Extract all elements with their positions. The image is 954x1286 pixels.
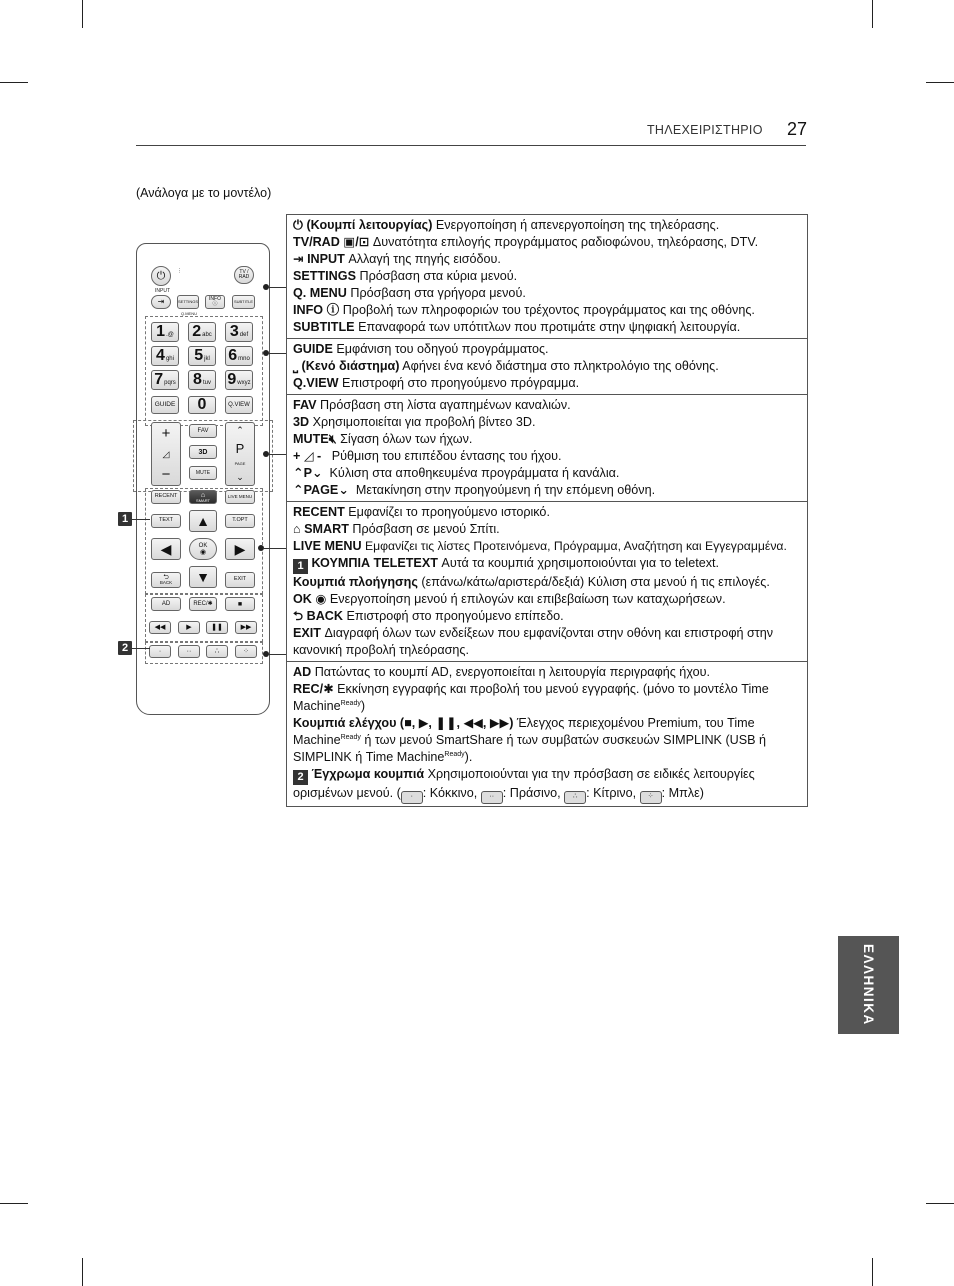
section-guide	[287, 339, 807, 395]
ad-button: AD	[151, 597, 181, 611]
teletext-row: 1 ΚΟΥΜΠΙΑ TELETEXT Αυτά τα κουμπιά χρησιμοποιούνται για το teletext.	[293, 555, 802, 574]
smart-button	[189, 490, 217, 504]
ok-caption: OK	[198, 542, 208, 549]
back-caption: BACK	[159, 580, 173, 586]
home-icon: ⌂	[293, 522, 305, 536]
input-caption: INPUT	[155, 288, 170, 294]
key-4: 4 ghi	[151, 346, 179, 366]
crop-mark	[872, 1258, 873, 1286]
stop-button: ■	[225, 597, 255, 611]
remote-illustration	[136, 243, 270, 715]
chevron-up-icon: ⌃	[236, 425, 244, 435]
info-icon: ⓘ	[323, 303, 343, 317]
smart-row: ⌂ SMART Πρόσβαση σε μενού Σπίτι.	[293, 522, 500, 536]
crop-mark	[872, 0, 873, 28]
rec-row: REC/✱ Εκκίνηση εγγραφής και προβολή του μενού εγγραφής. (μόνο το μοντέλο Time Machine$^{Ready}$)	[293, 682, 769, 713]
callout-line	[268, 353, 286, 354]
volume-row: + ◿ - Ρύθμιση του επιπέδου έντασης του ήχου.	[293, 449, 562, 463]
chevron-up-icon: ⌃	[293, 483, 304, 497]
volume-icon: ◿	[162, 448, 170, 459]
key-8: 8 tuv	[188, 370, 216, 390]
chevron-down-icon: ⌄	[236, 472, 244, 482]
smart-caption: SMART	[196, 497, 210, 503]
ok-button	[189, 538, 217, 560]
qmenu-row: Q. MENU Πρόσβαση στα γρήγορα μενού.	[293, 286, 526, 300]
marker-2-line	[132, 648, 150, 649]
mute-row: MUTE🔇︎ Σίγαση όλων των ήχων.	[293, 432, 473, 446]
recent-button: RECENT	[151, 490, 181, 504]
key-6: 6 mno	[225, 346, 253, 366]
back-row: ⮌ BACK Επιστροφή στο προηγούμενο επίπεδο.	[293, 609, 564, 623]
nav-up-button: ▲	[189, 510, 217, 532]
qmenu-caption: Q.MENU	[181, 311, 197, 316]
info-button: INFO ⓘ	[205, 295, 225, 309]
pause-button: ❚❚	[206, 621, 228, 634]
threed-button: 3D	[189, 445, 217, 459]
recent-row: RECENT Εμφανίζει το προηγούμενο ιστορικό.	[293, 505, 550, 519]
key-7: 7 pqrs	[151, 370, 179, 390]
fav-row: FAV Πρόσβαση στη λίστα αγαπημένων καναλιών.	[293, 398, 571, 412]
nav-row: Κουμπιά πλοήγησης (επάνω/κάτω/αριστερά/δεξιά) Κύλιση στα μενού ή τις επιλογές.	[293, 575, 770, 589]
key-9: 9 wxyz	[225, 370, 253, 390]
volume-rocker	[151, 422, 181, 486]
red-button: ·	[149, 645, 171, 658]
ad-row: AD Πατώντας το κουμπί AD, ενεργοποιείται η λειτουργία περιγραφής ήχου.	[293, 665, 710, 679]
green-button: ··	[178, 645, 200, 658]
back-button	[151, 572, 181, 588]
callout-line	[268, 654, 286, 655]
power-row: ⏻ (Κουμπί λειτουργίας) Ενεργοποίηση ή απενεργοποίηση της τηλεόρασης.	[293, 218, 720, 232]
page-number: 27	[787, 119, 808, 139]
crop-mark	[926, 82, 954, 83]
input-icon: ⇥	[293, 252, 308, 266]
threed-icon: 3D	[293, 415, 310, 429]
red-button-icon: ·	[401, 791, 423, 804]
button-description-table	[286, 214, 808, 807]
mute-icon: 🔇︎	[328, 432, 337, 446]
teletext-number-badge: 1	[293, 559, 308, 574]
channel-rocker	[225, 422, 255, 486]
section-volume-channel	[287, 395, 807, 502]
callout-line	[263, 548, 286, 549]
exit-button: EXIT	[225, 572, 255, 588]
section-playback	[287, 662, 807, 806]
section-power-settings	[287, 215, 807, 339]
program-row: ⌃P⌄ Κύλιση στα αποθηκευμένα προγράμματα ή κανάλια.	[293, 466, 620, 480]
model-note: (Ανάλογα με το μοντέλο)	[136, 186, 272, 200]
exit-row: EXIT Διαγραφή όλων των ενδείξεων που εμφανίζονται στην οθόνη και επιστροφή στην κανονική προβολή τηλεόρασης.	[293, 626, 774, 657]
space-row: ⎵ (Κενό διάστημα) Αφήνει ένα κενό διάστημα στο πληκτρολόγιο της οθόνης.	[293, 359, 719, 373]
crop-mark	[0, 82, 28, 83]
ok-row: OK ◉ Ενεργοποίηση μενού ή επιλογών και επιβεβαίωση των καταχωρήσεων.	[293, 592, 726, 606]
play-button: ▶	[178, 621, 200, 634]
section-navigation	[287, 502, 807, 662]
blue-button: ⁘	[235, 645, 257, 658]
tvrad-row: TV/RAD ▣/⊡ Δυνατότητα επιλογής προγράμματος ραδιοφώνου, τηλεόρασης, DTV.	[293, 235, 759, 249]
chevron-up-icon: ⌃	[293, 466, 304, 480]
back-icon: ⮌	[293, 609, 307, 623]
page-caption: PAGE	[234, 461, 246, 466]
input-row: ⇥ INPUT Αλλαγή της πηγής εισόδου.	[293, 252, 501, 266]
rewind-button: ◀◀	[149, 621, 171, 634]
tvrad-icon: ▣/⊡	[343, 235, 370, 249]
ok-icon: ◉	[315, 592, 327, 606]
key-0: 0	[188, 396, 216, 414]
key-2: 2 abc	[188, 322, 216, 342]
dots-icon: ⋮	[177, 268, 182, 274]
power-icon: ⏻	[293, 218, 307, 232]
settings-row: SETTINGS Πρόσβαση στα κύρια μενού.	[293, 269, 518, 283]
language-tab-label: ΕΛΛΗΝΙΚΑ	[861, 944, 876, 1026]
marker-1: 1	[118, 512, 132, 526]
space-icon: ⎵	[293, 359, 302, 373]
home-icon: ⌂	[200, 491, 206, 499]
language-tab	[838, 936, 899, 1034]
marker-1-line	[132, 519, 150, 520]
subtitle-button: SUBTITLE	[232, 295, 255, 309]
info-row: INFO ⓘ Προβολή των πληροφοριών του τρέχοντος προγράμματος και της οθόνης.	[293, 303, 755, 317]
volume-icon: ◿	[303, 449, 314, 463]
qview-button: Q.VIEW	[225, 396, 253, 414]
callout-line	[268, 287, 286, 288]
text-button: TEXT	[151, 514, 181, 528]
crop-mark	[926, 1203, 954, 1204]
ok-icon: ◉	[199, 548, 207, 556]
fav-button: FAV	[189, 424, 217, 438]
settings-button: SETTINGS	[177, 295, 199, 309]
power-button: ⏻	[151, 266, 171, 286]
mute-button: MUTE	[189, 466, 217, 480]
live-menu-row: LIVE MENU Εμφανίζει τις λίστες Προτεινόμενα, Πρόγραμμα, Αναζήτηση και Εγγεγραμμένα.	[293, 539, 787, 553]
volume-down-icon: −	[161, 466, 171, 483]
control-row: Κουμπιά ελέγχου (■, ▶, ❚❚, ◀◀, ▶▶) Έλεγχος περιεχομένου Premium, του Time Machine$^{Ready}$ ή των μενού SmartShare ή των συμβατών συσκευών SIMPLINK (USB ή SIMPLINK ή Time Machine$^{Ready}$).	[293, 716, 767, 764]
green-button-icon: ··	[481, 791, 503, 804]
p-icon: P	[235, 441, 245, 456]
yellow-button: ∴	[206, 645, 228, 658]
guide-row: GUIDE Εμφάνιση του οδηγού προγράμματος.	[293, 342, 549, 356]
nav-left-button: ◀	[151, 538, 181, 560]
color-number-badge: 2	[293, 770, 308, 785]
nav-right-button: ▶	[225, 538, 255, 560]
subtitle-row: SUBTITLE Επαναφορά των υπότιτλων που προτιμάτε στην ψηφιακή λειτουργία.	[293, 320, 741, 334]
header-divider	[136, 145, 806, 146]
callout-line	[268, 454, 286, 455]
volume-up-icon: +	[161, 425, 171, 442]
crop-mark	[82, 1258, 83, 1286]
rec-button: REC/✱	[189, 597, 217, 611]
key-5: 5 jkl	[188, 346, 216, 366]
marker-2: 2	[118, 641, 132, 655]
page-row: ⌃PAGE⌄ Μετακίνηση στην προηγούμενη ή την επόμενη οθόνη.	[293, 483, 656, 497]
crop-mark	[82, 0, 83, 28]
tvrad-button: TV / RAD	[234, 266, 254, 284]
threed-row: 3D Χρησιμοποιείται για προβολή βίντεο 3D.	[293, 415, 536, 429]
fast-forward-button: ▶▶	[235, 621, 257, 634]
key-3: 3 def	[225, 322, 253, 342]
key-1: 1 .@	[151, 322, 179, 342]
input-button: ⇥	[151, 295, 171, 309]
chevron-down-icon: ⌄	[311, 466, 323, 480]
live-menu-button: LIVE MENU	[225, 490, 255, 504]
back-icon: ⮌	[163, 574, 169, 582]
topt-button: T.OPT	[225, 514, 255, 528]
guide-button: GUIDE	[151, 396, 179, 414]
yellow-button-icon: ∴	[564, 791, 586, 804]
qview-row: Q.VIEW Επιστροφή στο προηγούμενο πρόγραμμα.	[293, 376, 580, 390]
control-icons: (■, ▶, ❚❚, ◀◀, ▶▶)	[396, 716, 514, 730]
crop-mark	[0, 1203, 28, 1204]
color-row: 2 Έγχρωμα κουμπιά Χρησιμοποιούνται για την πρόσβαση σε ειδικές λειτουργίες ορισμένων μενού. ( · : Κόκκινο, ·· : Πράσινο, ∴ : Κίτρινο, ⁘ : Μπλε)	[293, 766, 802, 804]
nav-down-button: ▼	[189, 566, 217, 588]
chevron-down-icon: ⌄	[338, 483, 349, 497]
blue-button-icon: ⁘	[640, 791, 662, 804]
page-section-title: ΤΗΛΕΧΕΙΡΙΣΤΗΡΙΟ	[647, 123, 763, 137]
